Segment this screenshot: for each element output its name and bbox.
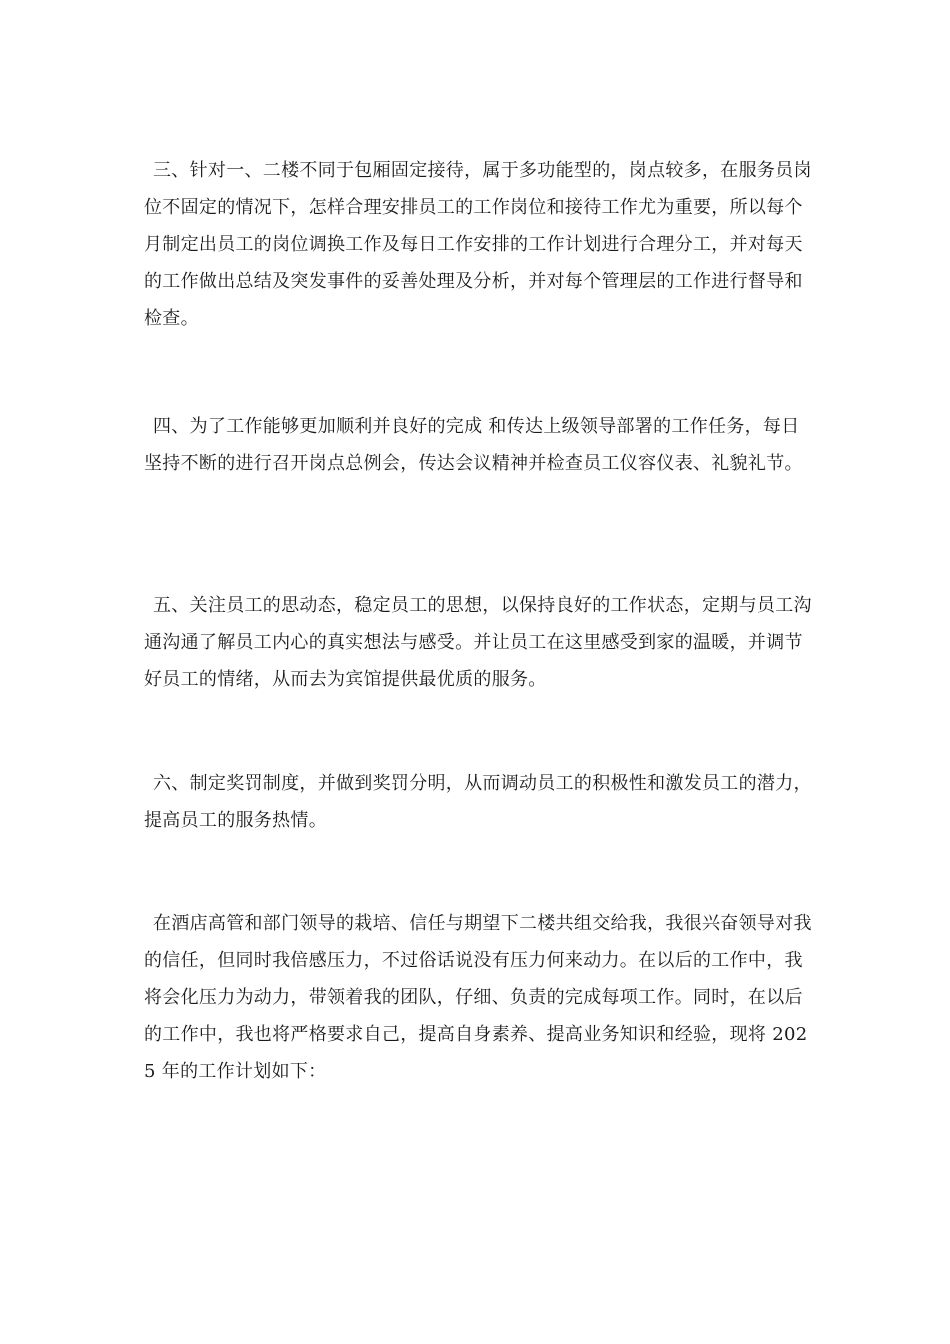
paragraph-item-6: 六、制定奖罚制度，并做到奖罚分明，从而调动员工的积极性和激发员工的潜力，提高员工的服务热情。	[144, 773, 812, 831]
paragraph-item-3: 三、针对一、二楼不同于包厢固定接待，属于多功能型的，岗点较多，在服务员岗位不固定的情况下，怎样合理安排员工的工作岗位和接待工作尤为重要，所以每个月制定出员工的岗位调换工作及每日工作安排的工作计划进行合理分工，并对每天的工作做出总结及突发事件的妥善处理及分析，并对每个管理层的工作进行督导和检查。	[144, 160, 812, 329]
paragraph-item-4: 四、为了工作能够更加顺利并良好的完成 和传达上级领导部署的工作任务，每日坚持不断的进行召开岗点总例会，传达会议精神并检查员工仪容仪表、礼貌礼节。	[144, 416, 803, 474]
paragraph-closing: 在酒店高管和部门领导的栽培、信任与期望下二楼共组交给我，我很兴奋领导对我的信任，但同时我倍感压力，不过俗话说没有压力何来动力。在以后的工作中，我将会化压力为动力，带领着我的团队，仔细、负责的完成每项工作。同时，在以后的工作中，我也将严格要求自己，提高自身素养、提高业务知识和经验，现将 2025 年的工作计划如下：	[144, 913, 812, 1082]
paragraph-item-5: 五、关注员工的思动态，稳定员工的思想，以保持良好的工作状态，定期与员工沟通沟通了解员工内心的真实想法与感受。并让员工在这里感受到家的温暖，并调节好员工的情绪，从而去为宾馆提供最优质的服务。	[144, 595, 812, 690]
